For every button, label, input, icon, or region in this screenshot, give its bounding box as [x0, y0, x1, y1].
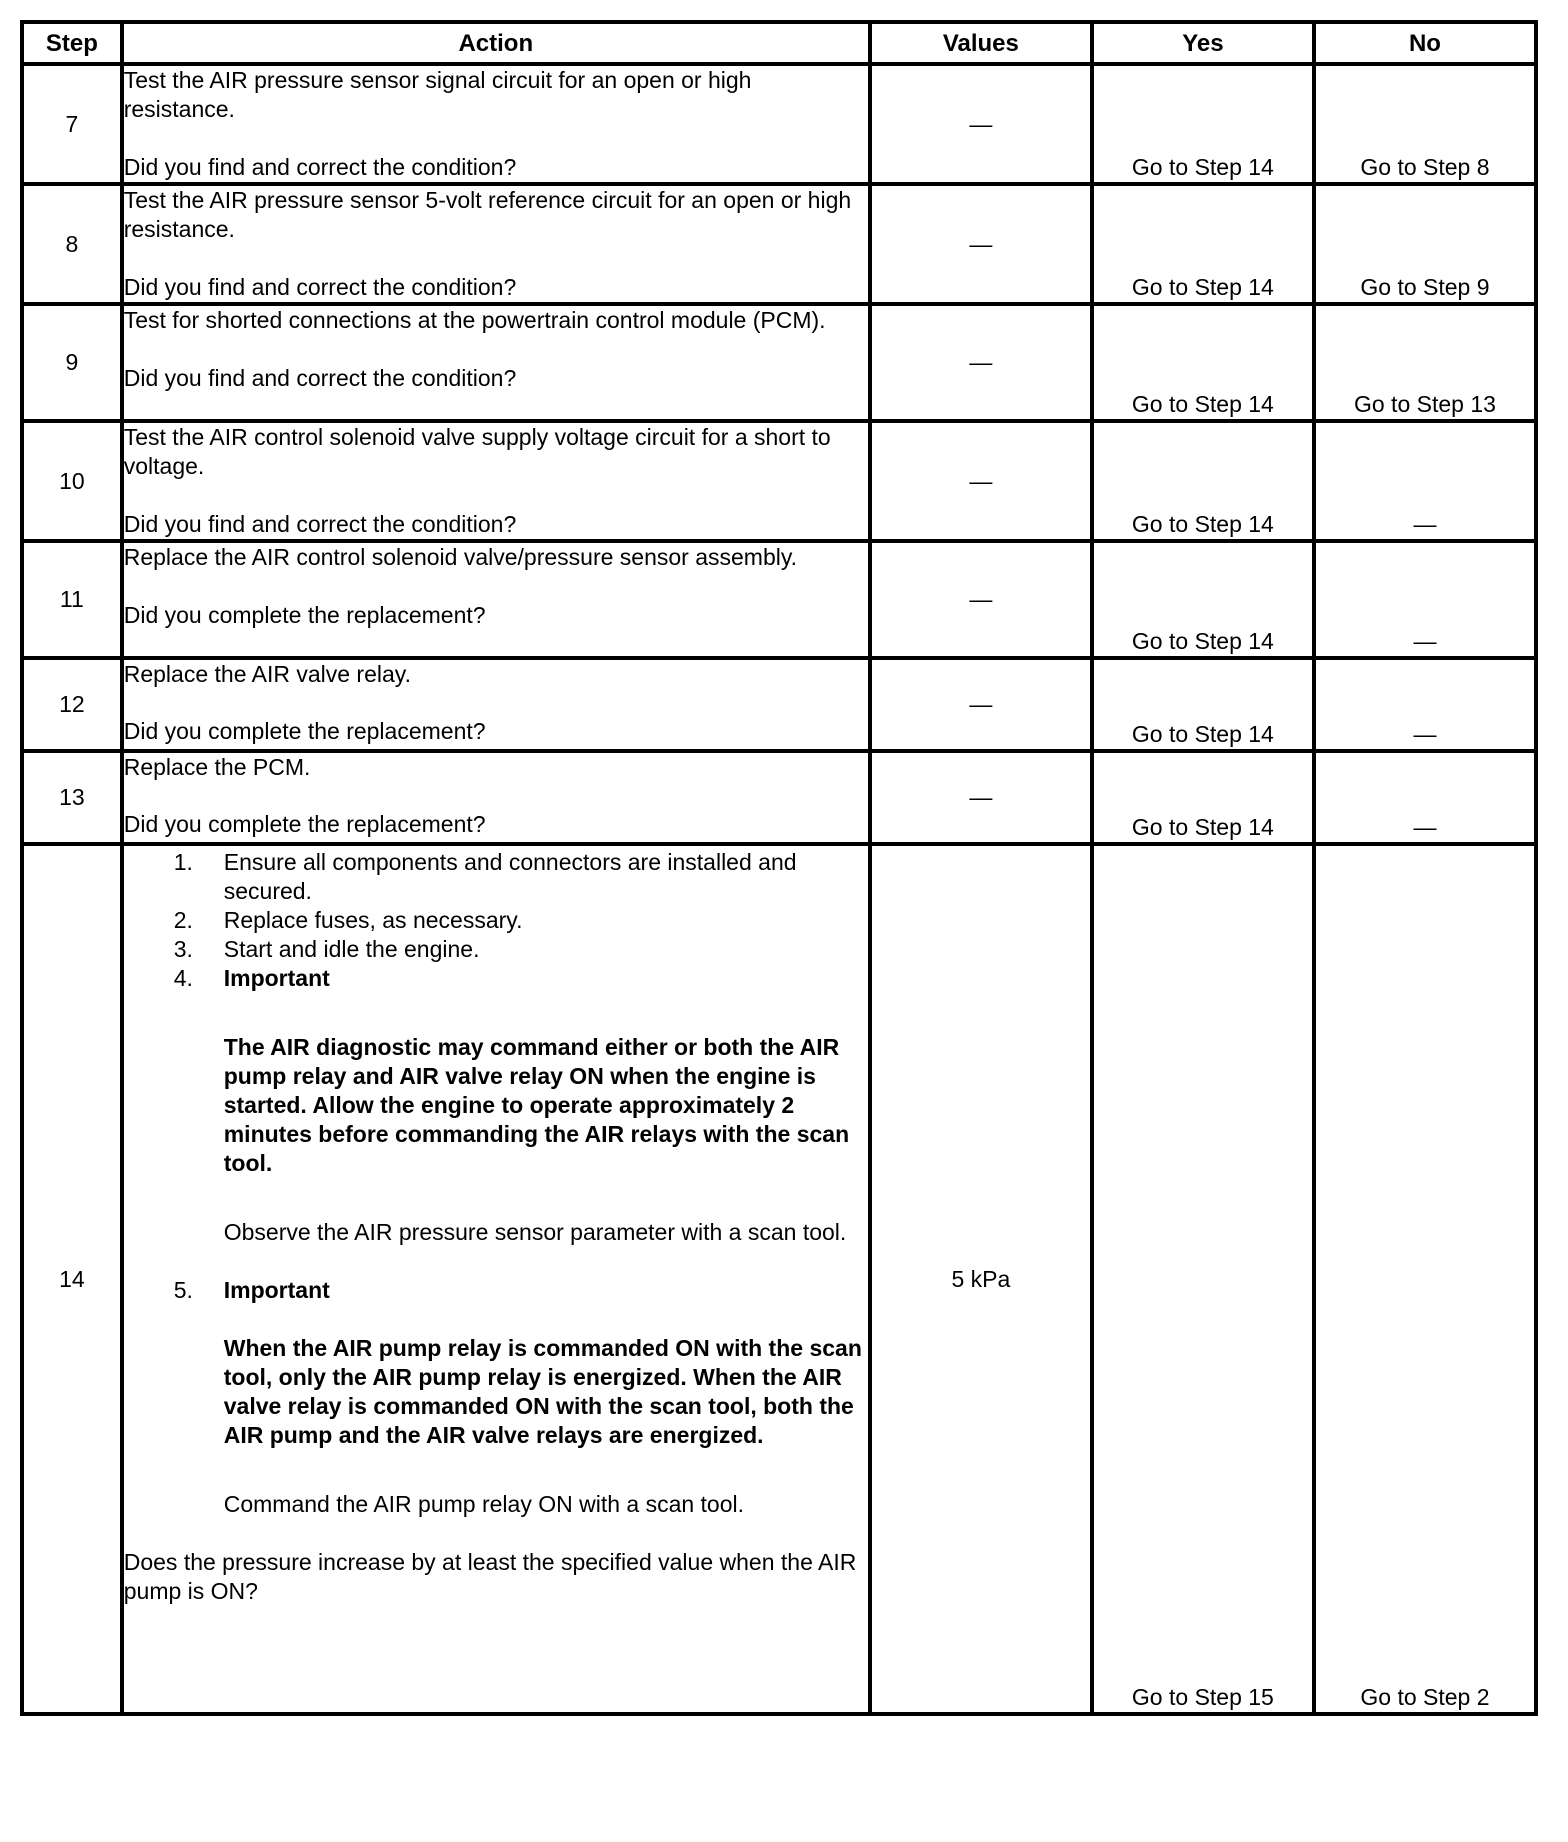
yes-cell: Go to Step 15 [1092, 844, 1314, 1714]
item-text: Start and idle the engine. [223, 936, 480, 962]
important-heading: Important [223, 965, 330, 991]
important-note: When the AIR pump relay is commanded ON with the scan tool, only the AIR pump relay is energized. When the AIR valve relay is commanded ON with the scan tool, both the AIR pump and the AIR valve relays are energized. [223, 1335, 862, 1448]
no-cell: — [1314, 751, 1536, 844]
values-cell: — [870, 658, 1092, 751]
step-number: 8 [22, 184, 122, 304]
action-question: Did you complete the replacement? [123, 602, 486, 628]
no-cell: — [1314, 541, 1536, 658]
list-item [124, 906, 868, 935]
action-question: Did you complete the replacement? [123, 718, 486, 744]
action-text: Replace the AIR valve relay. [123, 661, 411, 687]
procedure-list [124, 848, 868, 1519]
list-item [124, 964, 868, 1247]
yes-cell: Go to Step 14 [1092, 541, 1314, 658]
action-text: Test the AIR control solenoid valve supply voltage circuit for a short to voltage. [123, 424, 831, 479]
list-item [124, 1276, 868, 1519]
step-number: 11 [22, 541, 122, 658]
action-cell [122, 844, 870, 1714]
yes-cell: Go to Step 14 [1092, 184, 1314, 304]
action-question: Did you find and correct the condition? [123, 274, 517, 300]
action-text: Replace the PCM. [123, 754, 311, 780]
list-item [124, 848, 868, 906]
action-cell [122, 658, 870, 751]
action-question: Did you find and correct the condition? [123, 511, 517, 537]
values-cell: — [870, 64, 1092, 184]
action-text: Test the AIR pressure sensor signal circuit for an open or high resistance. [123, 67, 752, 122]
item-text: Observe the AIR pressure sensor parameter with a scan tool. [223, 1219, 847, 1245]
header-step: Step [22, 22, 122, 64]
item-number: 2. [173, 907, 193, 933]
no-cell: Go to Step 9 [1314, 184, 1536, 304]
item-number: 1. [173, 849, 193, 875]
action-cell [122, 751, 870, 844]
important-heading: Important [223, 1277, 330, 1303]
step-number: 7 [22, 64, 122, 184]
yes-cell: Go to Step 14 [1092, 64, 1314, 184]
values-cell: — [870, 541, 1092, 658]
action-text: Test for shorted connections at the powertrain control module (PCM). [123, 307, 826, 333]
action-question: Did you find and correct the condition? [123, 154, 517, 180]
no-cell: Go to Step 2 [1314, 844, 1536, 1714]
header-yes: Yes [1092, 22, 1314, 64]
step-number: 10 [22, 421, 122, 541]
step-number: 9 [22, 304, 122, 421]
diagnostic-table [20, 20, 1538, 1716]
action-text: Replace the AIR control solenoid valve/pressure sensor assembly. [123, 544, 798, 570]
list-item [124, 935, 868, 964]
action-cell [122, 541, 870, 658]
values-cell: — [870, 184, 1092, 304]
no-cell: — [1314, 421, 1536, 541]
item-text: Ensure all components and connectors are installed and secured. [223, 849, 797, 904]
values-cell: — [870, 304, 1092, 421]
no-cell: — [1314, 658, 1536, 751]
yes-cell: Go to Step 14 [1092, 658, 1314, 751]
table-row [22, 64, 1536, 184]
table-row [22, 421, 1536, 541]
no-cell: Go to Step 8 [1314, 64, 1536, 184]
item-number: 3. [173, 936, 193, 962]
header-no: No [1314, 22, 1536, 64]
yes-cell: Go to Step 14 [1092, 304, 1314, 421]
action-question: Did you find and correct the condition? [123, 365, 517, 391]
no-cell: Go to Step 13 [1314, 304, 1536, 421]
step-number: 13 [22, 751, 122, 844]
step-number: 14 [22, 844, 122, 1714]
action-question: Did you complete the replacement? [123, 811, 486, 837]
header-action: Action [122, 22, 870, 64]
table-row [22, 541, 1536, 658]
action-cell [122, 184, 870, 304]
item-number: 5. [173, 1277, 193, 1303]
step-number: 12 [22, 658, 122, 751]
yes-cell: Go to Step 14 [1092, 421, 1314, 541]
item-number: 4. [173, 965, 193, 991]
header-row [22, 22, 1536, 64]
item-text: Command the AIR pump relay ON with a scan tool. [223, 1491, 745, 1517]
action-text: Test the AIR pressure sensor 5-volt reference circuit for an open or high resistance. [123, 187, 852, 242]
action-question: Does the pressure increase by at least the specified value when the AIR pump is ON? [123, 1549, 857, 1604]
action-cell [122, 421, 870, 541]
table-row [22, 751, 1536, 844]
values-cell: — [870, 421, 1092, 541]
table-row [22, 658, 1536, 751]
action-cell [122, 64, 870, 184]
header-values: Values [870, 22, 1092, 64]
action-cell [122, 304, 870, 421]
important-note: The AIR diagnostic may command either or both the AIR pump relay and AIR valve relay ON when the engine is started. Allow the engine to operate approximately 2 minutes before commanding the AIR relays with the scan tool. [223, 1034, 850, 1176]
item-text: Replace fuses, as necessary. [223, 907, 523, 933]
yes-cell: Go to Step 14 [1092, 751, 1314, 844]
values-cell: 5 kPa [870, 844, 1092, 1714]
table-row [22, 844, 1536, 1714]
values-cell: — [870, 751, 1092, 844]
table-row [22, 184, 1536, 304]
table-row [22, 304, 1536, 421]
